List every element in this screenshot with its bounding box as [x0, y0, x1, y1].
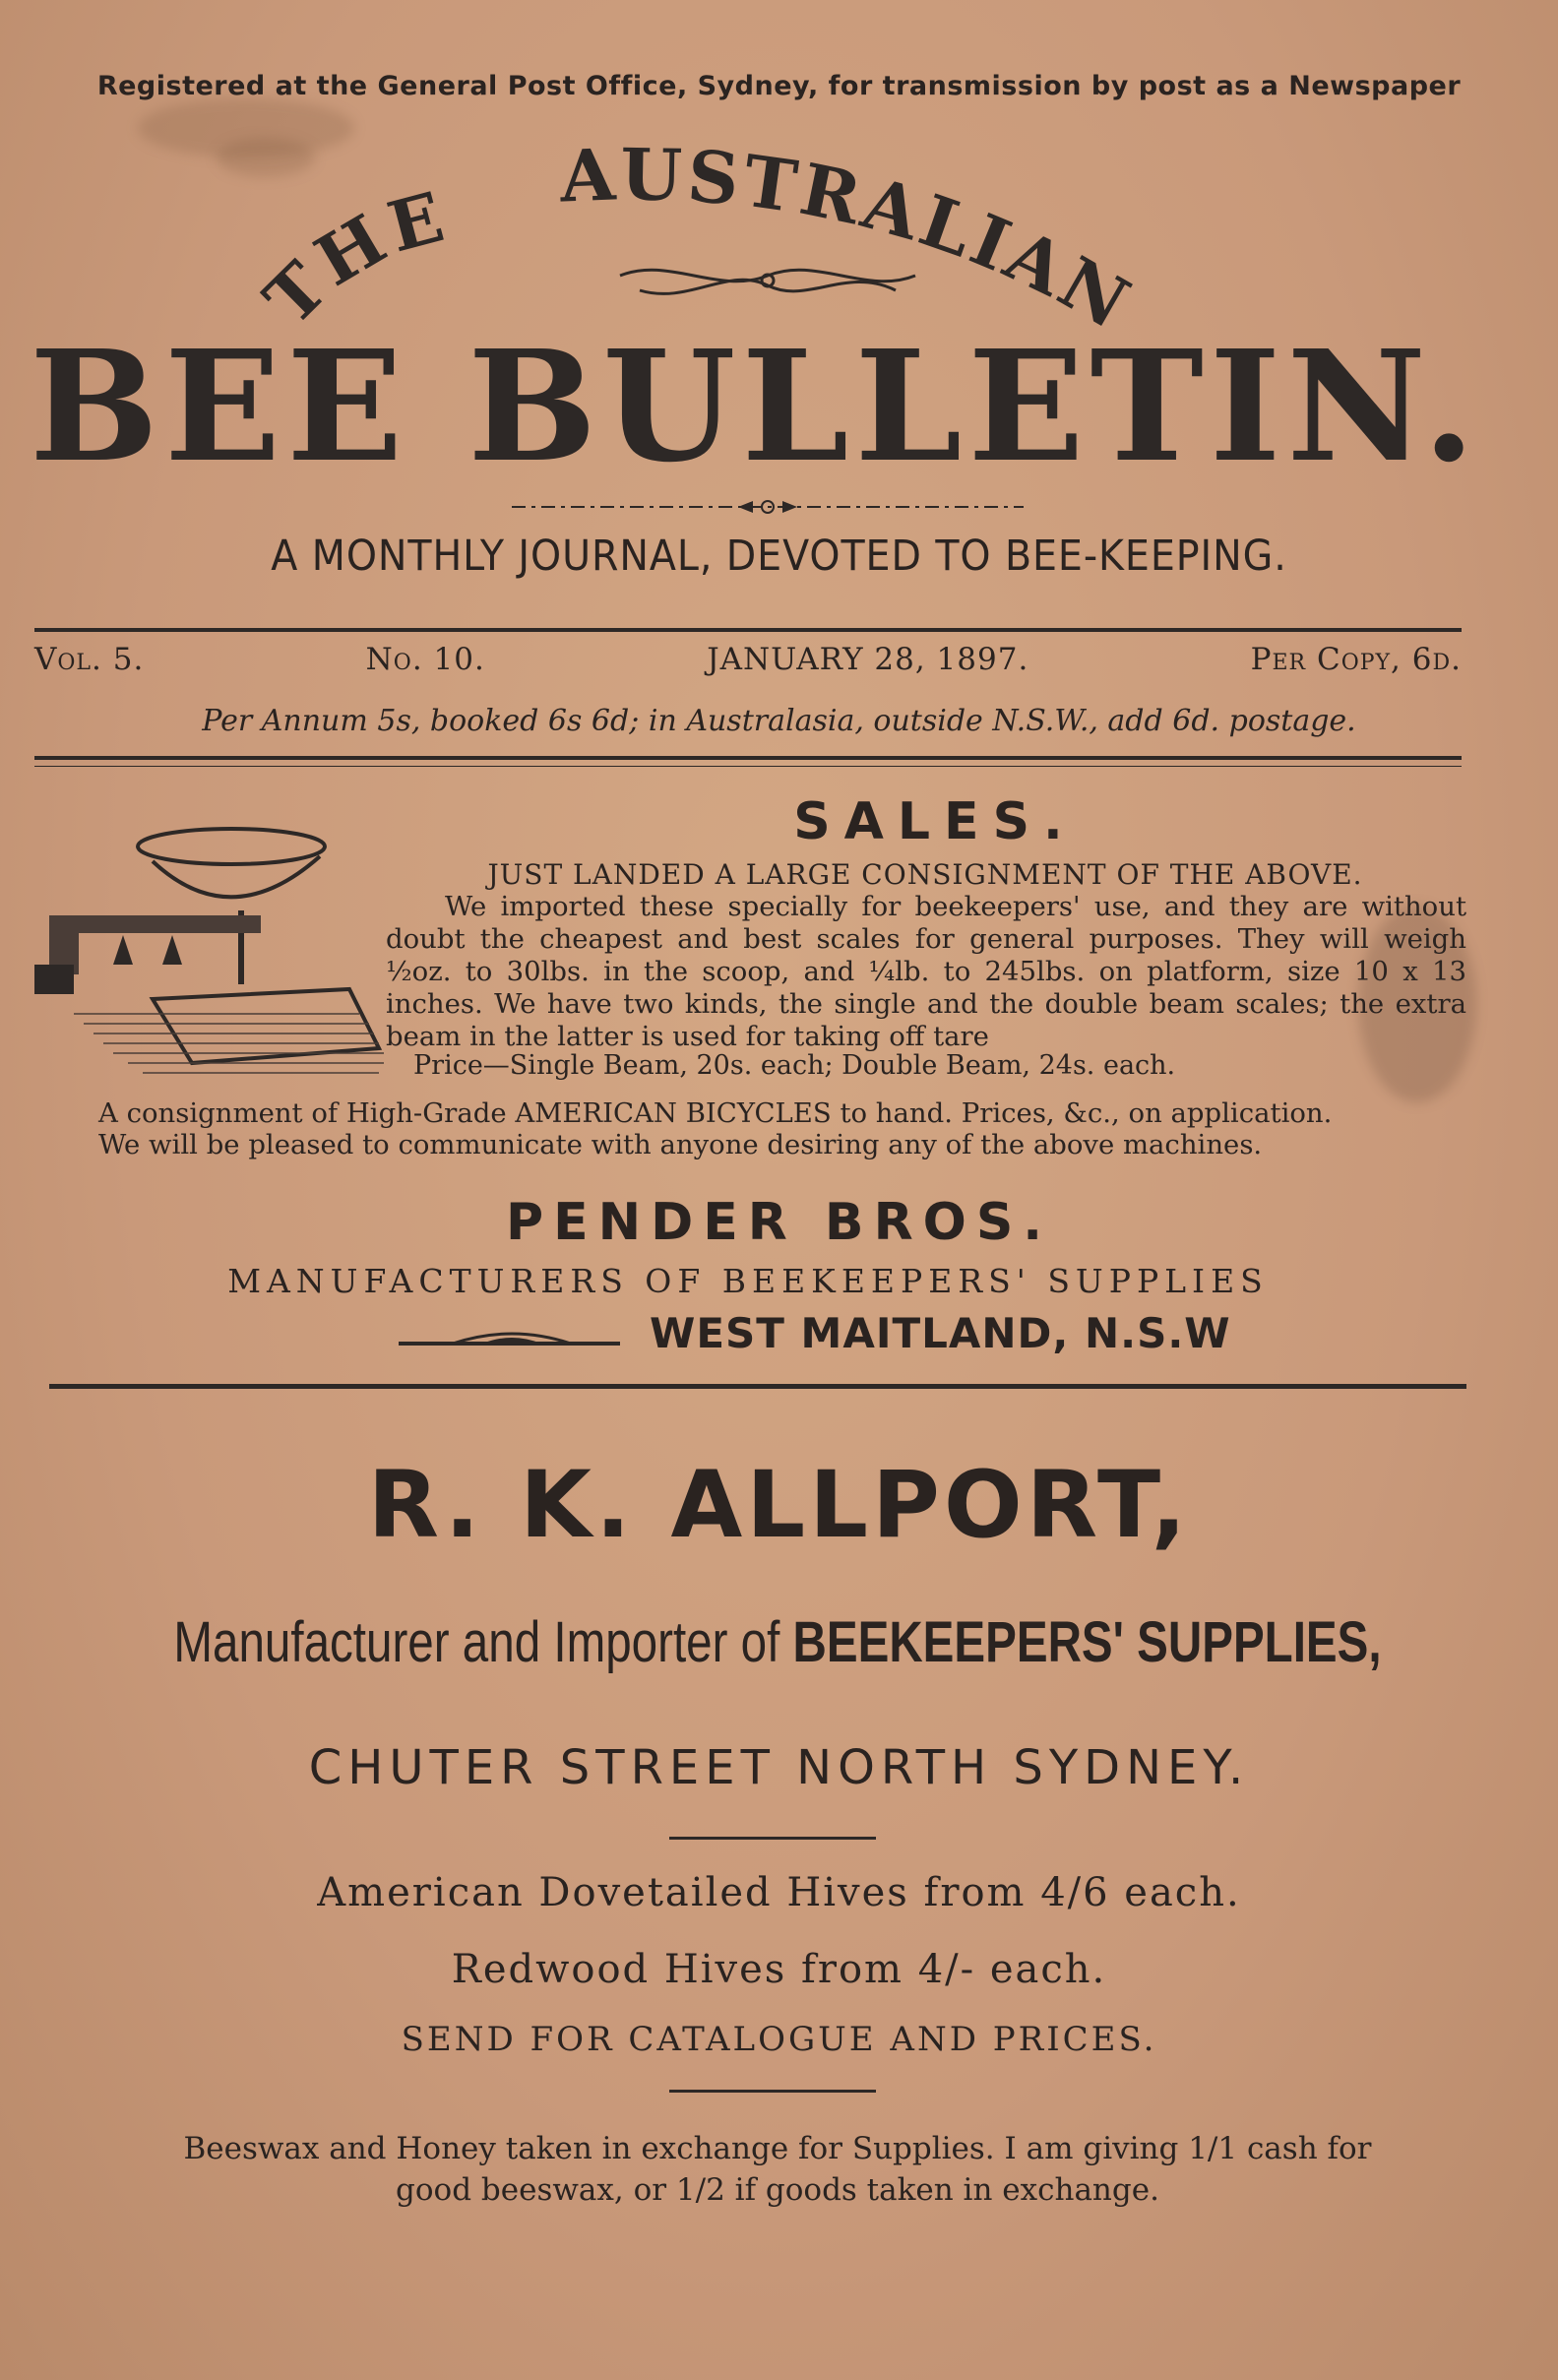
allport-desc-prefix: Manufacturer and Importer of — [173, 1610, 780, 1674]
registration-note: Registered at the General Post Office, Sydney, for transmission by post as a Newspaper — [96, 71, 1462, 101]
sales-heading: SALES. — [793, 792, 1077, 851]
pender-bros-address: WEST MAITLAND, N.S.W — [650, 1309, 1231, 1357]
sales-price: Price—Single Beam, 20s. each; Double Beam, 24s. each. — [413, 1050, 1176, 1081]
issue-number: No. 10. — [365, 642, 485, 677]
header-rule — [34, 756, 1462, 760]
exchange-line-1: Beeswax and Honey taken in exchange for Supplies. I am giving 1/1 cash for — [183, 2131, 1372, 2166]
scale-illustration — [34, 817, 389, 1093]
short-rule — [669, 1837, 876, 1840]
section-rule — [49, 1384, 1466, 1389]
issue-date: JANUARY 28, 1897. — [707, 642, 1029, 677]
pender-bros-description: MANUFACTURERS OF BEEKEEPERS' SUPPLIES — [227, 1262, 1269, 1300]
hand-ornament — [394, 1324, 630, 1353]
header-rule — [34, 628, 1462, 632]
exchange-notice — [20, 2128, 1535, 2211]
price-per-copy: Per Copy, 6d. — [1250, 642, 1462, 677]
divider-ornament — [512, 497, 1024, 517]
allport-address: CHUTER STREET NORTH SYDNEY. — [308, 1740, 1250, 1795]
issue-info-row — [34, 642, 1462, 677]
dovetailed-hives-price: American Dovetailed Hives from 4/6 each. — [317, 1870, 1241, 1915]
allport-name: R. K. ALLPORT, — [367, 1452, 1191, 1559]
pender-bros-name: PENDER BROS. — [505, 1193, 1053, 1252]
catalogue-notice: SEND FOR CATALOGUE AND PRICES. — [401, 2020, 1157, 2059]
allport-description — [156, 1609, 1400, 1675]
masthead-the: THE — [248, 174, 458, 342]
masthead-subtitle: A MONTHLY JOURNAL, DEVOTED TO BEE-KEEPING. — [271, 532, 1287, 581]
allport-desc-caps: BEEKEEPERS' SUPPLIES, — [792, 1610, 1382, 1674]
sales-description: We imported these specially for beekeepers' use, and they are without doubt the cheapest and best scales for general purposes. They will weigh ½oz. to 30lbs. in the scoop, and ¼lb. to 245lbs. on platform, size 10 x 13 inches. We have two kinds, the single and the double beam scales; the extra beam in the latter is used for taking off tare — [386, 891, 1466, 1052]
header-rule-thin — [34, 766, 1462, 767]
subscription-note: Per Annum 5s, booked 6s 6d; in Australasia, outside N.S.W., add 6d. postage. — [202, 704, 1356, 738]
short-rule — [669, 2090, 876, 2093]
masthead-australian: AUSTRALIAN — [558, 132, 1147, 347]
communicate-line: We will be pleased to communicate with anyone desiring any of the above machines. — [98, 1129, 1263, 1160]
bicycles-notice — [98, 1097, 1476, 1160]
sales-landed: JUST LANDED A LARGE CONSIGNMENT OF THE ABOVE. — [487, 858, 1363, 891]
masthead-ornament — [620, 270, 915, 293]
masthead-title: BEE BULLETIN. — [30, 316, 1482, 496]
bicycles-line: A consignment of High-Grade AMERICAN BICYCLES to hand. Prices, &c., on application. — [98, 1097, 1333, 1129]
sales-body — [386, 891, 1466, 1053]
exchange-line-2: good beeswax, or 1/2 if goods taken in exchange. — [396, 2172, 1159, 2208]
redwood-hives-price: Redwood Hives from 4/- each. — [451, 1947, 1107, 1992]
volume: Vol. 5. — [34, 642, 145, 677]
